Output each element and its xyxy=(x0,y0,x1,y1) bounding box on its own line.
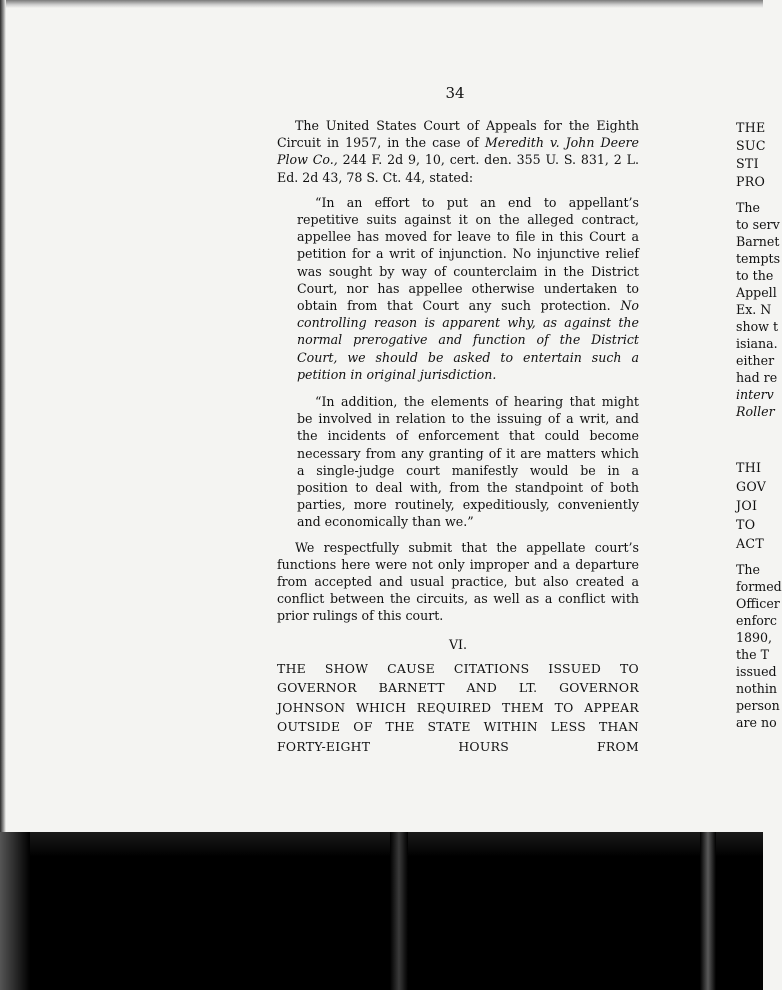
right-text-line: Barnet xyxy=(736,234,780,249)
right-heading-line: STI xyxy=(736,156,759,171)
intro-text: The United States Court of Appeals for the Eighth Circuit in 1957, in the case of xyxy=(277,118,639,151)
case-name: Meredith v. John Deere Plow Co., xyxy=(277,135,639,168)
right-text-line: Appell xyxy=(736,285,777,300)
intro-paragraph xyxy=(277,117,639,186)
scan-shading xyxy=(0,832,30,990)
section-heading: THE SHOW CAUSE CITATIONS ISSUED TO GOVERNOR BARNETT AND LT. GOVERNOR JOHNSON WHICH REQUIRED THEM TO APPEAR OUTSIDE OF THE STATE WITHIN LESS THAN FORTY-EIGHT HOURS FROM xyxy=(277,660,639,754)
right-heading-line: JOI xyxy=(736,498,758,513)
scan-shading xyxy=(700,832,716,990)
right-text-line: the T xyxy=(736,647,770,662)
right-text-line: nothin xyxy=(736,681,778,696)
scan-bottom-band xyxy=(0,832,763,990)
quote-text: “In an effort to put an end to appellant’s repetitive suits against it on the alleged contract, appellee has moved for leave to file in this Court a petition for a writ of injunction. No injunctive relief was sought by way of counterclaim in the District Court, nor has appellee otherwise undertaken to obtain from that Court any such protection. xyxy=(297,194,639,314)
right-heading-line: GOV xyxy=(736,479,767,494)
right-text-line: 1890, xyxy=(736,630,773,645)
right-text-line: are no xyxy=(736,715,777,730)
right-heading-line: THE xyxy=(736,120,766,135)
right-text-line: issued xyxy=(736,664,777,679)
scan-top-edge xyxy=(0,0,763,8)
right-text-line: Ex. N xyxy=(736,302,772,317)
right-text-line: person xyxy=(736,698,780,713)
right-text-line: tempts xyxy=(736,251,781,266)
quote-paragraph-1 xyxy=(297,194,639,383)
right-text-line: Roller xyxy=(736,404,775,419)
right-text-line: had re xyxy=(736,370,778,385)
quote-italic-text: No controlling reason is apparent why, as against the normal prerogative and function of the District Court, we should be asked to entertain such a petition in original jurisdiction. xyxy=(297,298,639,382)
scan-shading xyxy=(390,832,408,990)
right-heading-line: SUC xyxy=(736,138,766,153)
right-heading-line: TO xyxy=(736,517,756,532)
citation-text: 244 F. 2d 9, 10, cert. den. 355 U. S. 831, 2 L. Ed. 2d 43, 78 S. Ct. 44, stated: xyxy=(277,152,639,185)
right-column-fragments xyxy=(736,110,782,830)
submission-paragraph: We respectfully submit that the appellate court’s functions here were not only improper and a departure from accepted and usual practice, but also created a conflict between the circuits, as well as a conflict with prior rulings of this court. xyxy=(277,539,639,624)
right-text-line: The xyxy=(736,200,760,215)
right-text-line: The xyxy=(736,562,760,577)
right-heading-line: ACT xyxy=(736,536,765,551)
section-number: VI. xyxy=(448,636,468,652)
right-text-line: to the xyxy=(736,268,774,283)
quote-paragraph-2: “In addition, the elements of hearing that might be involved in relation to the issuing of a writ, and the incidents of enforcement that could become necessary from any granting of it are matters which a single-judge court manifestly would be in a position to deal with, from the standpoint of both parties, more routinely, expeditiously, conveniently and economically than we.” xyxy=(297,394,639,530)
right-heading-line: THI xyxy=(736,460,762,475)
left-column xyxy=(277,117,639,756)
right-text-line: Officer xyxy=(736,596,780,611)
right-text-line: formed xyxy=(736,579,782,594)
right-text-line: show t xyxy=(736,319,778,334)
right-text-line: enforc xyxy=(736,613,777,628)
block-quote xyxy=(277,194,639,531)
right-text-line: interv xyxy=(736,387,774,402)
right-heading-line: PRO xyxy=(736,174,766,189)
page-number: 34 xyxy=(445,84,465,102)
right-text-line: either xyxy=(736,353,775,368)
right-text-line: to serv xyxy=(736,217,780,232)
right-text-line: isiana. xyxy=(736,336,778,351)
